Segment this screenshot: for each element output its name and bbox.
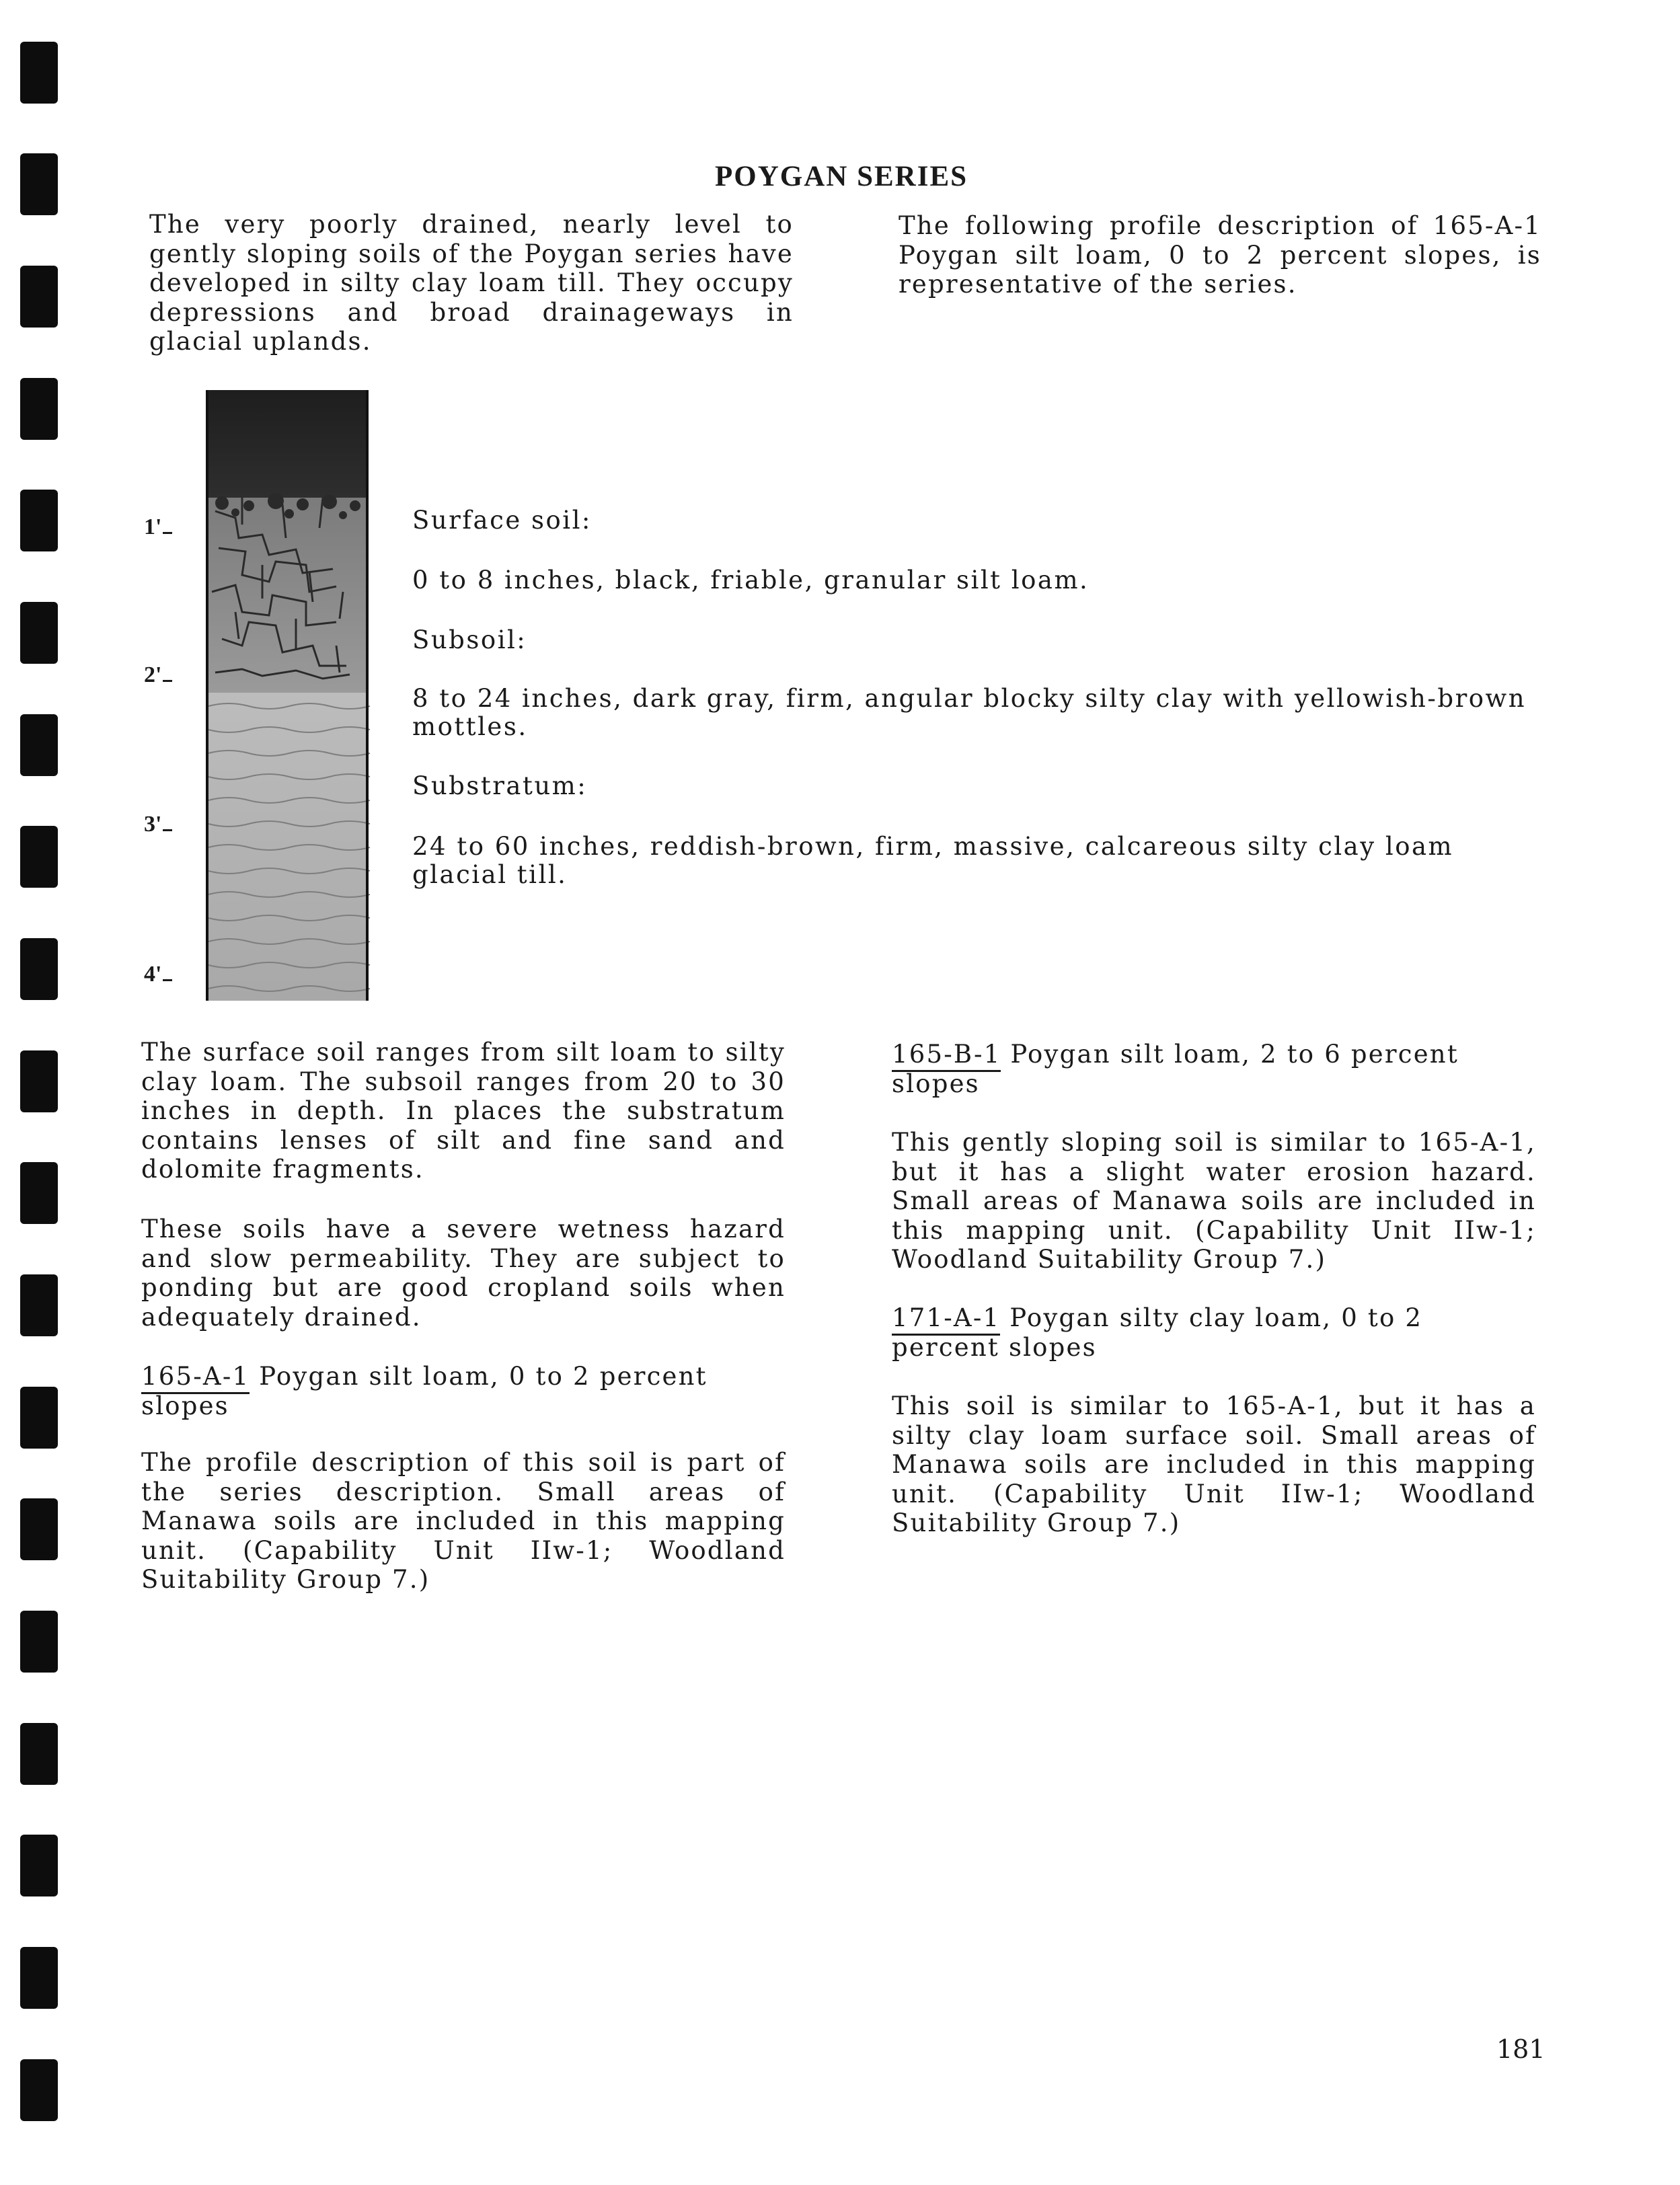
binding-hole [20, 1162, 58, 1224]
binding-hole [20, 826, 58, 888]
page-title: POYGAN SERIES [715, 161, 968, 192]
left-paragraph-ranges: The surface soil ranges from silt loam to silty clay loam. The subsoil ranges from 20 to 30 inches in depth. In places the substratum contains lenses of silt and fine sand and dolomite fragments. [141, 1038, 786, 1184]
binding-hole [20, 378, 58, 440]
soil-profile-illustration [202, 390, 373, 1001]
depth-label-3ft: 3' [144, 812, 172, 837]
unit-165-B-1-description: This gently sloping soil is similar to 165-A-1, but it has a slight water erosion hazard. Small areas of Manawa soils are included in this mapping unit. (Capability Unit IIw-1; Woodland Suitability Group 7.) [892, 1128, 1536, 1274]
binding-hole [20, 1835, 58, 1896]
intro-left-paragraph: The very poorly drained, nearly level to gently sloping soils of the Poygan series have developed in silty clay loam till. They occupy depressions and broad drainageways in glacial uplands. [149, 210, 794, 356]
unit-code: 165-B-1 [892, 1040, 1001, 1072]
binding-hole [20, 938, 58, 1000]
unit-165-B-1-heading [892, 1040, 1536, 1098]
depth-label-4ft: 4' [144, 962, 172, 987]
unit-title: Poygan silty clay loam, 0 to 2 percent slopes [892, 1303, 1423, 1362]
unit-title: Poygan silt loam, 2 to 6 percent slopes [892, 1040, 1459, 1098]
substratum-label: Substratum: [412, 771, 588, 800]
page-number: 181 [1496, 2034, 1545, 2064]
depth-label-1ft: 1' [144, 514, 172, 540]
unit-171-A-1-heading [892, 1303, 1536, 1362]
unit-171-A-1-description: This soil is similar to 165-A-1, but it has a silty clay loam surface soil. Small areas of Manawa soils are included in this mapping unit. (Capability Unit IIw-1; Woodland Suitability Group 7.) [892, 1391, 1536, 1537]
binding-hole [20, 1723, 58, 1785]
unit-165-A-1-heading [141, 1362, 786, 1420]
unit-code: 165-A-1 [141, 1362, 250, 1394]
subsoil-layer [207, 491, 367, 693]
binding-hole [20, 2059, 58, 2121]
subsoil-label: Subsoil: [412, 625, 527, 654]
depth-label-2ft: 2' [144, 662, 172, 688]
binding-hole [20, 1498, 58, 1560]
substratum-layer [207, 686, 367, 1001]
subsoil-description: 8 to 24 inches, dark gray, firm, angular blocky silty clay with yellowish-brown mottles. [412, 684, 1527, 741]
intro-right-paragraph: The following profile description of 165-A-1 Poygan silt loam, 0 to 2 percent slopes, is representative of the series. [899, 211, 1541, 299]
binding-hole [20, 1274, 58, 1336]
surface-soil-description: 0 to 8 inches, black, friable, granular silt loam. [412, 566, 1090, 595]
binding-hole [20, 490, 58, 551]
unit-165-A-1-description: The profile description of this soil is part of the series description. Small areas of Manawa soils are included in this mapping unit. (Capability Unit IIw-1; Woodland Suitability Group 7.) [141, 1448, 786, 1594]
binding-hole [20, 266, 58, 328]
binding-hole [20, 1050, 58, 1112]
surface-soil-label: Surface soil: [412, 506, 592, 535]
binding-hole [20, 1947, 58, 2009]
binding-hole [20, 42, 58, 104]
unit-code: 171-A-1 [892, 1303, 1000, 1336]
binding-hole [20, 153, 58, 215]
binding-hole [20, 602, 58, 664]
surface-layer [207, 390, 367, 498]
substratum-description: 24 to 60 inches, reddish-brown, firm, massive, calcareous silty clay loam glacial till. [412, 832, 1454, 889]
binding-hole [20, 1611, 58, 1673]
left-paragraph-wetness: These soils have a severe wetness hazard and slow permeability. They are subject to ponding but are good cropland soils when adequately drained. [141, 1215, 786, 1332]
binding-hole [20, 714, 58, 776]
unit-title: Poygan silt loam, 0 to 2 percent slopes [141, 1362, 708, 1420]
binding-holes [20, 0, 58, 2185]
binding-hole [20, 1387, 58, 1449]
